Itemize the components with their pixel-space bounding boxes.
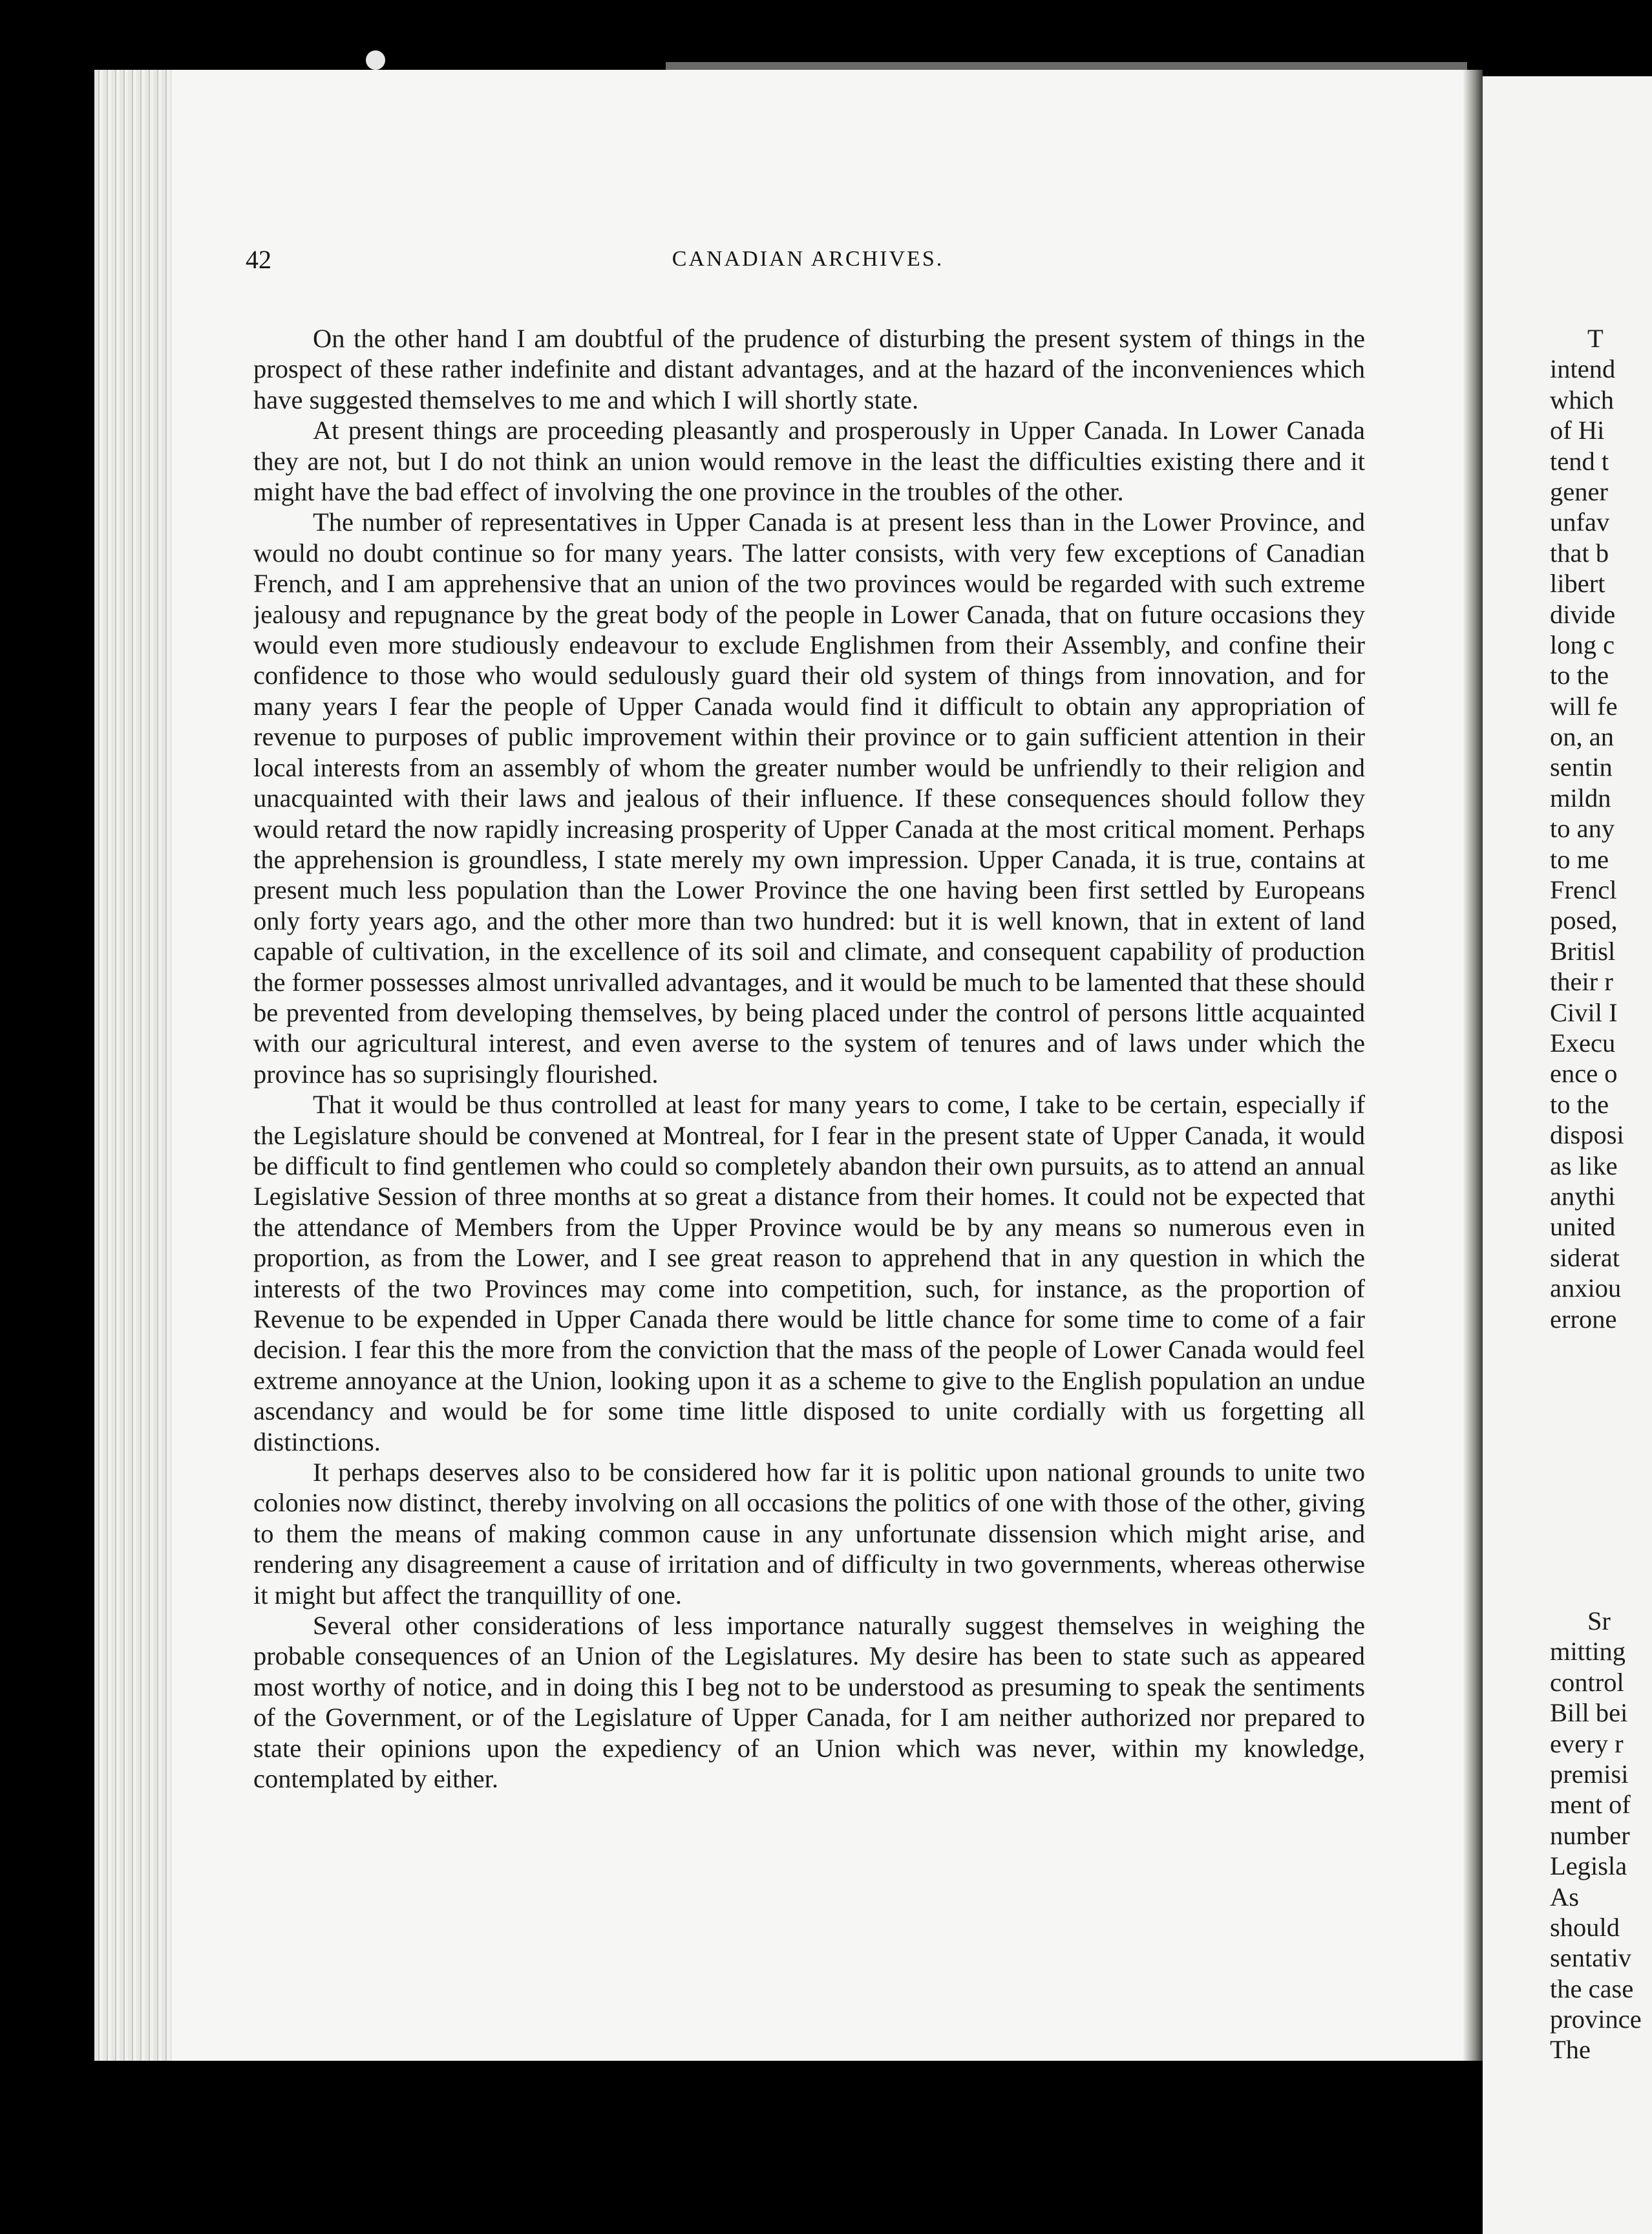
body-text: [253, 323, 1365, 2062]
paragraph: It perhaps deserves also to be considered how far it is politic upon national grounds to unite two colonies now distinct, thereby involving on all occasions the politics of one with those of the other, giving to them the means of making common cause in any unfortunate dissension which might arise, and rendering any disagreement a cause of irritation and of difficulty in two governments, whereas otherwise it might but affect the tranquillity of one.: [253, 1458, 1365, 1610]
facing-page-line: Britisl: [1550, 936, 1616, 966]
facing-page-line: ence o: [1550, 1059, 1618, 1089]
facing-page-line: sentativ: [1550, 1943, 1631, 1973]
page-header: [246, 244, 1370, 283]
facing-page-line: as like: [1550, 1151, 1618, 1180]
facing-page-line: every r: [1550, 1729, 1624, 1758]
paragraph: On the other hand I am doubtful of the prudence of disturbing the present system of things in the prospect of these rather indefinite and distant advantages, and at the hazard of the inconveniences which have suggested themselves to me and which I will shortly state.: [253, 324, 1365, 414]
paragraph: That it would be thus controlled at least for many years to come, I take to be certain, especially if the Legislature should be convened at Montreal, for I fear in the present state of Upper Canada, it would be difficult to find gentlemen who could so completely abandon their own pursuits, as to attend an annual Legislative Session of three months at so great a distance from their homes. It could not be expected that the attendance of Members from the Upper Province would be by any means so numerous even in proportion, as from the Lower, and I see great reason to apprehend that in any question in which the interests of the two Provinces may come into competition, such, for instance, as the proportion of Revenue to be expended in Upper Canada there would be little chance for some time to come of a fair decision. I fear this the more from the conviction that the mass of the people of Lower Canada would feel extreme annoyance at the Union, looking upon it as a scheme to give to the English population an undue ascendancy and would be for some time little disposed to unite cordially with us forgetting all distinctions.: [253, 1090, 1365, 1456]
facing-page-line: control: [1550, 1667, 1624, 1697]
facing-page-line: divide: [1550, 599, 1616, 629]
scan-speck: [366, 50, 385, 70]
facing-page-line: Sr: [1587, 1606, 1611, 1635]
facing-page-line: errone: [1550, 1304, 1617, 1334]
facing-page-line: unfav: [1550, 507, 1610, 537]
facing-page-line: should: [1550, 1912, 1620, 1942]
facing-page-line: gener: [1550, 476, 1608, 506]
facing-page-line: long c: [1550, 630, 1615, 659]
facing-page-line: Frencl: [1550, 875, 1617, 905]
running-title: CANADIAN ARCHIVES.: [672, 247, 944, 271]
paragraph: The number of representatives in Upper Canada is at present less than in the Lower Province, and would no doubt continue so for many years. The latter consists, with very few exceptions of Canadian French, and I am apprehensive that an union of the two provinces would be regarded with such extreme jealousy and repugnance by the great body of the people in Lower Canada, that on future occasions they would even more studiously endeavour to exclude Englishmen from their Assembly, and confine their confidence to those who would sedulously guard their old system of things from innovation, and for many years I fear the people of Upper Canada would find it difficult to obtain any appropriation of revenue to purposes of public improvement within their province or to gain sufficient attention in their local interests from an assembly of whom the greater number would be unfriendly to their religion and unacquainted with their laws and jealous of their influence. If these consequences should follow they would retard the now rapidly increasing prosperity of Upper Canada at the most critical moment. Perhaps the apprehension is groundless, I state merely my own impression. Upper Canada, it is true, contains at present much less population than the Lower Province the one having been first settled by Europeans only forty years ago, and the other more than two hundred: but it is well known, that in extent of land capable of cultivation, in the excellence of its soil and climate, and consequent capability of production the former possesses almost unrivalled advantages, and it would be much to be lamented that these should be prevented from developing themselves, by being placed under the control of persons little acquainted with our agricultural interest, and even averse to the system of tenures and of laws under which the province has so suprisingly flourished.: [253, 507, 1365, 1089]
page-gutter: [1463, 70, 1483, 2061]
facing-page-line: ment of: [1550, 1790, 1631, 1820]
facing-page-line: Bill bei: [1550, 1698, 1628, 1728]
facing-page-line: on, an: [1550, 722, 1614, 752]
facing-page-line: province: [1550, 2005, 1642, 2034]
facing-page-line: The: [1550, 2035, 1591, 2065]
page-edges: [94, 70, 172, 2061]
facing-page-line: sentin: [1550, 752, 1613, 782]
facing-page-line: premisi: [1550, 1759, 1629, 1789]
facing-page-line: Execu: [1550, 1028, 1616, 1058]
binding-edge: [666, 62, 1467, 70]
facing-page-line: tend t: [1550, 446, 1609, 476]
facing-page-line: disposi: [1550, 1120, 1624, 1150]
paragraph: At present things are proceeding pleasantly and prosperously in Upper Canada. In Lower Canada they are not, but I do not think an union would remove in the least the difficulties existing there and it might have the bad effect of involving the one province in the troubles of the other.: [253, 416, 1365, 507]
facing-page-line: Civil I: [1550, 997, 1618, 1027]
facing-page-line: their r: [1550, 967, 1613, 997]
facing-page-line: will fe: [1550, 691, 1618, 721]
facing-page-line: anythi: [1550, 1181, 1616, 1211]
facing-page-line: libert: [1550, 569, 1605, 599]
facing-page-line: that b: [1550, 538, 1609, 568]
page-number: 42: [246, 245, 271, 274]
facing-page-line: the case: [1550, 1973, 1634, 2003]
facing-page-line: As: [1550, 1882, 1580, 1911]
facing-page-line: to me: [1550, 844, 1609, 874]
facing-page-line: siderat: [1550, 1242, 1620, 1272]
facing-page-line: of Hi: [1550, 416, 1605, 445]
facing-page-line: T: [1587, 324, 1604, 353]
facing-page-line: number: [1550, 1820, 1630, 1850]
paragraph: Several other considerations of less importance naturally suggest themselves in weighing the probable consequences of an Union of the Legislatures. My desire has been to state such as appeared most worthy of notice, and in doing this I beg not to be understood as presuming to speak the sentiments of the Government, or of the Legislature of Upper Canada, for I am neither authorized nor prepared to state their opinions upon the expediency of an Union which was never, within my knowledge, contemplated by either.: [253, 1611, 1365, 1794]
facing-page-line: which: [1550, 385, 1614, 414]
facing-page-line: anxiou: [1550, 1273, 1622, 1303]
facing-page-line: to any: [1550, 814, 1615, 844]
facing-page-line: intend: [1550, 354, 1616, 384]
facing-page-line: mitting: [1550, 1637, 1626, 1666]
facing-page-line: to the: [1550, 1089, 1609, 1119]
facing-page-line: posed,: [1550, 906, 1618, 935]
facing-page-line: Legisla: [1550, 1851, 1627, 1881]
facing-page-line: united: [1550, 1212, 1616, 1242]
facing-page-text-bottom: [1550, 1606, 1652, 2065]
facing-page-line: mildn: [1550, 783, 1611, 813]
facing-page-line: to the: [1550, 661, 1609, 690]
